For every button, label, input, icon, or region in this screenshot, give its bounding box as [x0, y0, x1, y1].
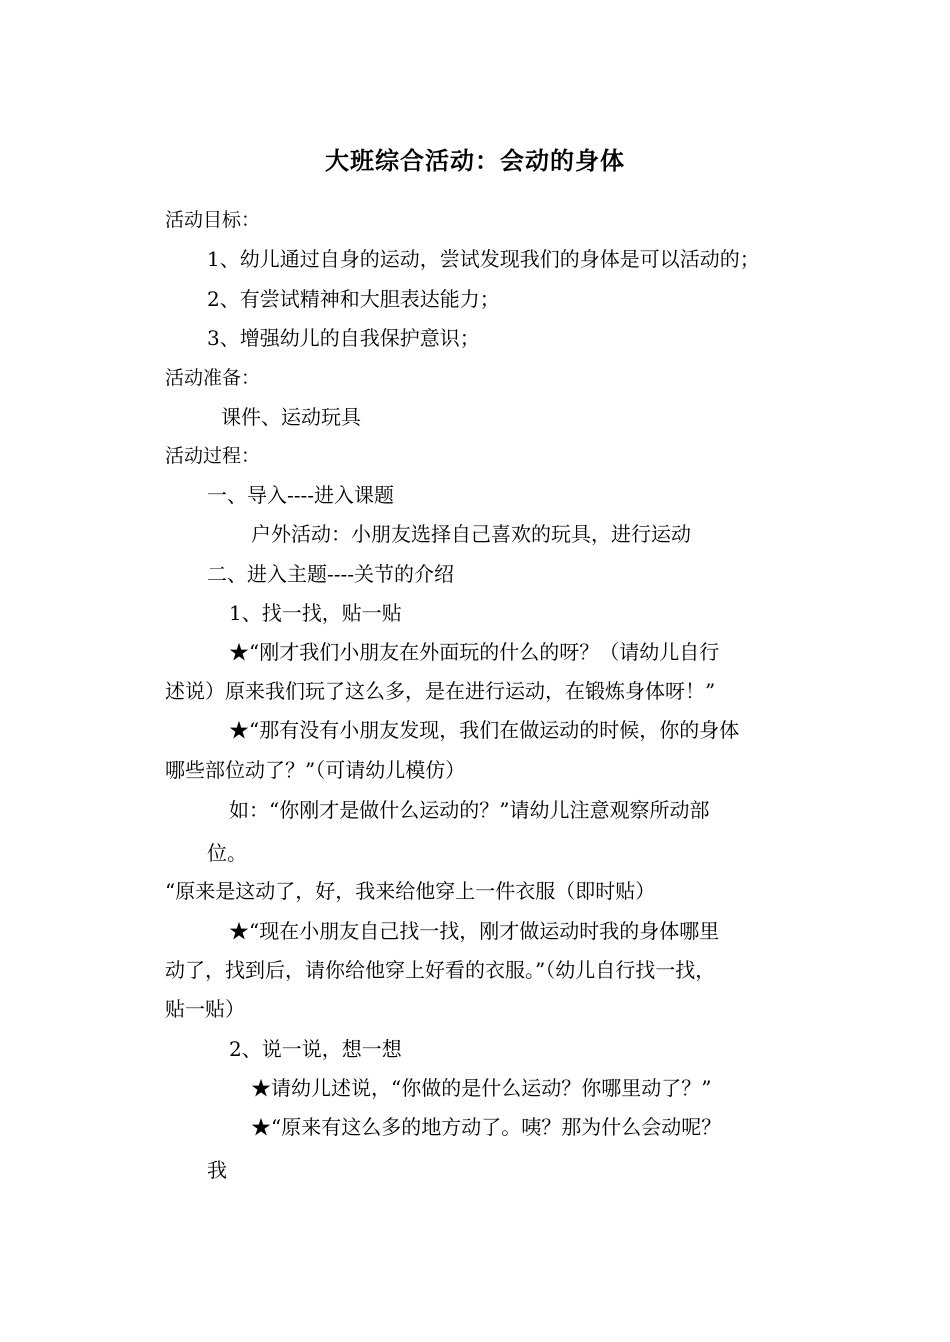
- step1-line-1: ★“刚才我们小朋友在外面玩的什么的呀？（请幼儿自行: [229, 640, 720, 664]
- preparation-text: 课件、运动玩具: [221, 405, 361, 429]
- step1-line-10: 贴一贴）: [165, 997, 245, 1021]
- step1-line-7: “原来是这动了，好，我来给他穿上一件衣服（即时贴）: [165, 879, 656, 903]
- step1-line-9: 动了，找到后，请你给他穿上好看的衣服。”（幼儿自行找一找，: [165, 958, 716, 982]
- goal-item-1: 1、幼儿通过自身的运动，尝试发现我们的身体是可以活动的；: [207, 247, 760, 271]
- part1-text: 户外活动：小朋友选择自己喜欢的玩具，进行运动: [251, 522, 691, 546]
- step1-title: 1、找一找，贴一贴: [229, 601, 402, 625]
- step2-line-3: 我: [207, 1158, 227, 1182]
- goals-heading: 活动目标：: [165, 209, 261, 231]
- step1-line-6: 位。: [207, 841, 247, 865]
- step2-line-2: ★“原来有这么多的地方动了。咦？那为什么会动呢？: [251, 1115, 722, 1139]
- page-title: 大班综合活动：会动的身体: [325, 147, 625, 175]
- part1-title: 一、导入----进入课题: [207, 483, 395, 507]
- preparation-heading: 活动准备：: [165, 367, 261, 389]
- process-heading: 活动过程：: [165, 445, 261, 467]
- goal-item-3: 3、增强幼儿的自我保护意识；: [207, 326, 480, 350]
- step1-line-4: 哪些部位动了？”（可请幼儿模仿）: [165, 758, 466, 782]
- step2-title: 2、说一说，想一想: [229, 1037, 402, 1061]
- step1-line-8: ★“现在小朋友自己找一找，刚才做运动时我的身体哪里: [229, 919, 720, 943]
- step1-line-3: ★“那有没有小朋友发现，我们在做运动的时候，你的身体: [229, 718, 740, 742]
- goal-item-2: 2、有尝试精神和大胆表达能力；: [207, 287, 500, 311]
- step2-line-1: ★请幼儿述说，“你做的是什么运动？你哪里动了？”: [251, 1076, 712, 1100]
- step1-line-5: 如：“你刚才是做什么运动的？”请幼儿注意观察所动部: [229, 798, 710, 822]
- part2-title: 二、进入主题----关节的介绍: [207, 562, 455, 586]
- step1-line-2: 述说）原来我们玩了这么多，是在进行运动，在锻炼身体呀！”: [165, 679, 716, 703]
